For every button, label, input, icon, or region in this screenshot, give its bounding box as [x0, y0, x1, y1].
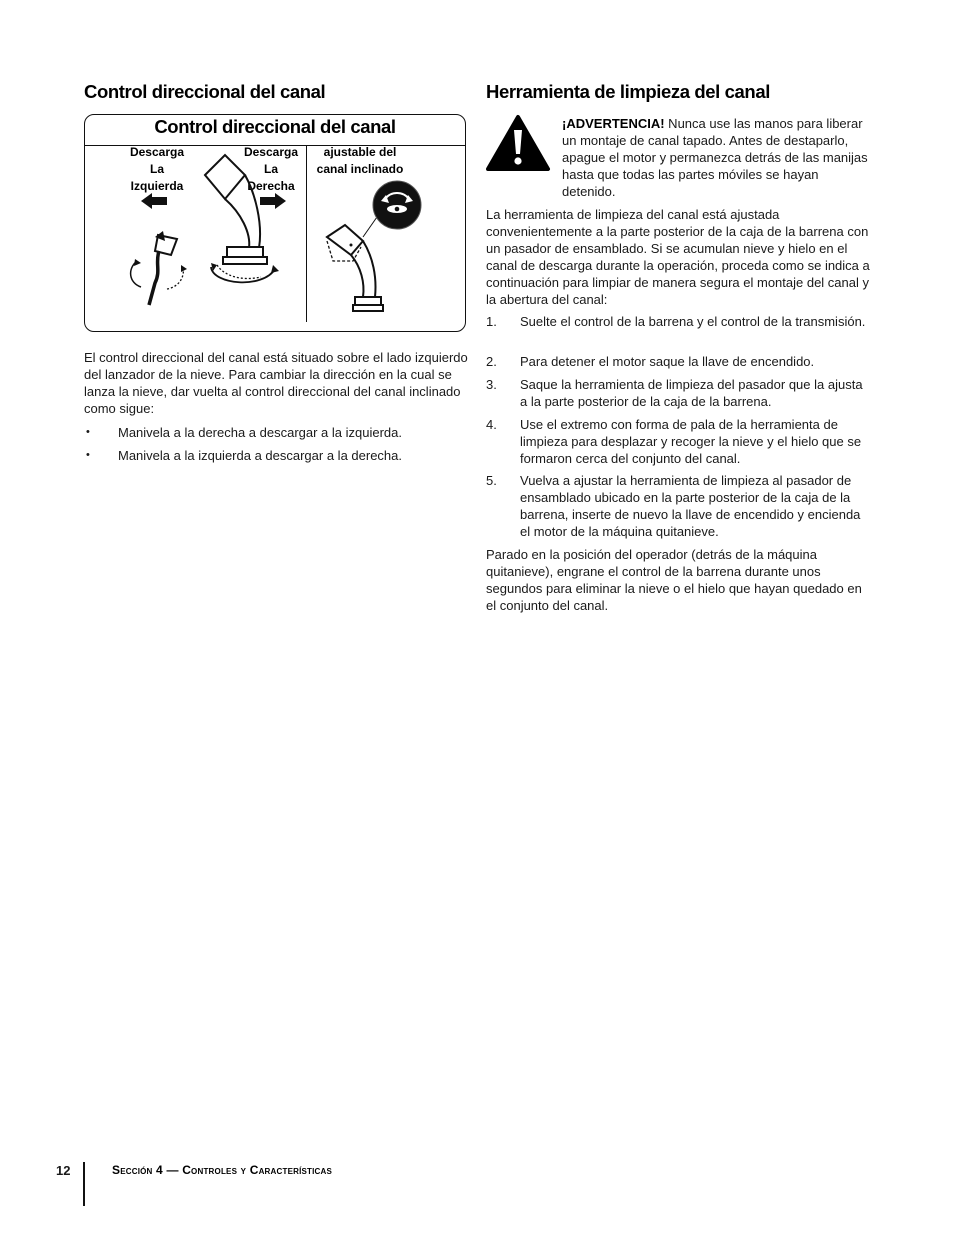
- label-discharge-right: Descarga La Derecha: [243, 145, 299, 193]
- clean-out-intro: La herramienta de limpieza del canal está ajustada convenientemente a la parte posterior de la caja de la barrena con un pasador de ensamblado. Si se acumulan nieve y hielo en el canal de descarga durante la operación, proceda como se indica a continuación para limpiar de manera segura el montaje del canal y la abertura del canal:: [486, 207, 870, 307]
- figure-title: Control direccional del canal: [85, 115, 465, 146]
- tilt-knob-icon: [371, 179, 423, 231]
- list-item: Manivela a la derecha a descargar a la izquierda.: [118, 425, 403, 440]
- step-number: 1.: [486, 314, 497, 329]
- bullet-marker: •: [86, 426, 90, 438]
- arrow-left-icon: [141, 193, 167, 209]
- step-number: 4.: [486, 417, 497, 432]
- chute-control-figure: [84, 114, 466, 332]
- footer-section-title: Sección 4 — Controles y Características: [112, 1163, 333, 1177]
- bullet-marker: •: [86, 449, 90, 461]
- warning-label: ¡ADVERTENCIA!: [562, 116, 665, 131]
- step-number: 3.: [486, 377, 497, 392]
- step-number: 5.: [486, 473, 497, 488]
- step-text: Use el extremo con forma de pala de la herramienta de limpieza para desplazar y recoger la nieve y el hielo que se formaron cerca del conjunto del canal.: [520, 417, 862, 466]
- step-text: Vuelva a ajustar la herramienta de limpieza al pasador de ensamblado ubicado en la parte posterior de la caja de la barrena, inserte de nuevo la llave de encendido y encienda el motor de la máquina quitanieve.: [520, 473, 861, 539]
- warning-triangle-icon: [486, 114, 550, 172]
- warning-paragraph: [562, 115, 874, 200]
- page-number: 12: [56, 1163, 71, 1178]
- label-tilt-adjust: ajustable del canal inclinado: [316, 145, 404, 176]
- label-discharge-left: Descarga La Izquierda: [129, 145, 185, 193]
- warning-text: Nunca use las manos para liberar un montaje de canal tapado. Antes de destaparlo, apague el motor y permanezca detrás de las manijas hasta que todas las partes móviles se hayan detenido.: [562, 116, 868, 199]
- step-number: 2.: [486, 354, 497, 369]
- crank-handle-icon: [125, 225, 195, 315]
- step-text: Para detener el motor saque la llave de encendido.: [520, 354, 815, 369]
- figure-divider: [306, 146, 307, 322]
- chute-control-paragraph: El control direccional del canal está situado sobre el lado izquierdo del lanzador de la nieve. Para cambiar la dirección en la cual se lanza la nieve, dar vuelta al control direccional del canal inclinado como sigue:: [84, 350, 468, 416]
- step-text: Suelte el control de la barrena y el control de la transmisión.: [520, 314, 866, 329]
- section-heading-clean-out-tool: Herramienta de limpieza del canal: [486, 81, 770, 102]
- clean-out-closing: Parado en la posición del operador (detrás de la máquina quitanieve), engrane el control de la barrena durante unos segundos para eliminar la nieve o el hielo que hayan quedado en el conjunto del canal.: [486, 547, 862, 613]
- chute-icon: [203, 153, 283, 298]
- step-text: Saque la herramienta de limpieza del pasador que la ajusta a la parte posterior de la caja de la barrena.: [520, 377, 863, 409]
- footer-divider: [83, 1162, 85, 1206]
- section-heading-chute-control: Control direccional del canal: [84, 81, 326, 102]
- list-item: Manivela a la izquierda a descargar a la derecha.: [118, 448, 403, 463]
